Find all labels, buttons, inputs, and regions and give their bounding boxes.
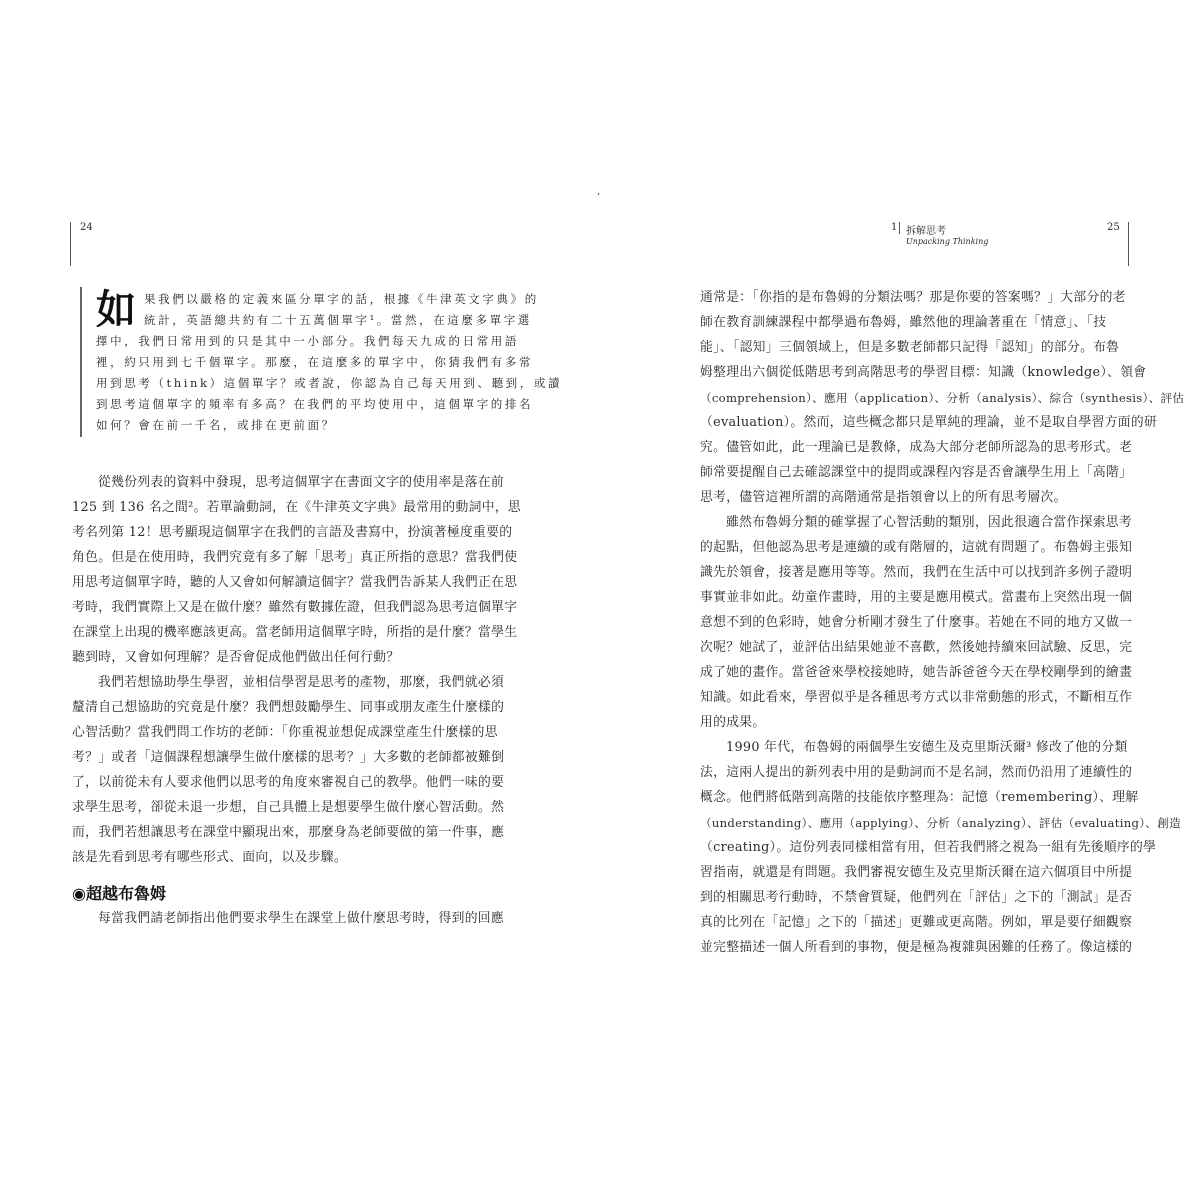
intro-line: 擇中，我們日常用到的只是其中一小部分。我們每天九成的日常用語	[96, 334, 519, 348]
body-line: 我們若想協助學生學習，並相信學習是思考的產物，那麼，我們就必須	[98, 675, 505, 690]
intro-line: 到思考這個單字的頻率有多高？在我們的平均使用中，這個單字的排名	[96, 397, 534, 411]
intro-line: 用到思考（think）這個單字？或者說，你認為自己每天用到、聽到，或讀	[96, 376, 563, 390]
body-line: 究。儘管如此，此一理論已是教條，成為大部分老師所認為的思考形式。老	[700, 440, 1133, 455]
body-line: （creating）。這份列表同樣相當有用，但若我們將之視為一組有先後順序的學	[700, 840, 1157, 855]
body-line: 意想不到的色彩時，她會分析剛才發生了什麼事。若她在不同的地方又做一	[700, 615, 1133, 630]
page-number: 25	[1107, 222, 1120, 233]
intro-line: 統計，英語總共約有二十五萬個單字¹。當然，在這麼多單字選	[144, 313, 532, 327]
body-line: 聽到時，又會如何理解？是否會促成他們做出任何行動？	[72, 650, 400, 665]
body-line: 通常是：「你指的是布魯姆的分類法嗎？那是你要的答案嗎？」大部分的老	[700, 290, 1126, 305]
intro-line: 如何？會在前一千名，或排在更前面？	[96, 418, 336, 432]
body-line: 求學生思考，卻從未退一步想，自己具體上是想要學生做什麼心智活動。然	[72, 800, 505, 815]
body-line: 角色。但是在使用時，我們究竟有多了解「思考」真正所指的意思？當我們使	[72, 550, 518, 565]
body-line: 習指南，就還是有問題。我們審視安德生及克里斯沃爾在這六個項目中所提	[700, 865, 1133, 880]
body-line: 識先於領會，接著是應用等等。然而，我們在生活中可以找到許多例子證明	[700, 565, 1133, 580]
body-line: 到的相關思考行動時，不禁會質疑，他們列在「評估」之下的「測試」是否	[700, 890, 1133, 905]
section-heading: ◉超越布魯姆	[72, 884, 166, 903]
body-line: 真的比列在「記憶」之下的「描述」更難或更高階。例如，單是要仔細觀察	[700, 915, 1133, 930]
body-line: 了，以前從未有人要求他們以思考的角度來審視自己的教學。他們一味的要	[72, 775, 505, 790]
stray-mark: ,	[597, 186, 601, 197]
body-line: 思考，儘管這裡所謂的高階通常是指領會以上的所有思考層次。	[700, 490, 1067, 505]
body-line: 知識。如此看來，學習似乎是各種思考方式以非常動態的形式，不斷相互作	[700, 690, 1133, 705]
body-line: 成了她的畫作。當爸爸來學校接她時，她告訴爸爸今天在學校剛學到的繪畫	[700, 665, 1133, 680]
drop-cap: 如	[96, 286, 136, 333]
chapter-title: 拆解思考	[906, 226, 946, 237]
body-line: 釐清自己想協助的究竟是什麼？我們想鼓勵學生、同事或朋友產生什麼樣的	[72, 700, 505, 715]
body-line: 從幾份列表的資料中發現，思考這個單字在書面文字的使用率是落在前	[98, 475, 505, 490]
body-line: 概念。他們將低階到高階的技能依序整理為：記憶（remembering）、理解	[700, 790, 1139, 805]
body-line: （understanding）、應用（applying）、分析（analyzing）、評估（evaluating）、創造	[700, 816, 1181, 830]
body-line: 用的成果。	[700, 715, 766, 730]
body-line: 用思考這個單字時，聽的人又會如何解讀這個字？當我們告訴某人我們正在思	[72, 575, 518, 590]
body-line: （comprehension）、應用（application）、分析（analysis）、綜合（synthesis）、評估	[700, 391, 1185, 405]
body-line: 並完整描述一個人所看到的事物，便是極為複雜與困難的任務了。像這樣的	[700, 940, 1133, 955]
body-line: 能」、「認知」三個領域上，但是多數老師都只記得「認知」的部分。布魯	[700, 340, 1120, 355]
body-line: 次呢？她試了，並評估出結果她並不喜歡，然後她持續來回試驗、反思，完	[700, 640, 1133, 655]
intro-line: 裡，約只用到七千個單字。那麼，在這麼多的單字中，你猜我們有多常	[96, 355, 534, 369]
body-line: 而，我們若想讓思考在課堂中顯現出來，那麼身為老師要做的第一件事，應	[72, 825, 505, 840]
body-line: 125 到 136 名之間²。若單論動詞，在《牛津英文字典》最常用的動詞中，思	[72, 500, 521, 515]
body-line: 事實並非如此。幼童作畫時，用的主要是應用模式。當畫布上突然出現一個	[700, 590, 1133, 605]
right-page	[600, 0, 1200, 1200]
body-line: 師常要提醒自己去確認課堂中的提問或課程內容是否會讓學生用上「高階」	[700, 465, 1133, 480]
page-number: 24	[80, 222, 93, 233]
body-line: 考名列第 12！思考顯現這個單字在我們的言語及書寫中，扮演著極度重要的	[72, 525, 513, 540]
body-line: 每當我們請老師指出他們要求學生在課堂上做什麼思考時，得到的回應	[98, 911, 505, 926]
body-line: 1990 年代，布魯姆的兩個學生安德生及克里斯沃爾³ 修改了他的分類	[726, 740, 1128, 755]
body-line: 師在教育訓練課程中都學過布魯姆，雖然他的理論著重在「情意」、「技	[700, 315, 1107, 330]
body-line: 雖然布魯姆分類的確掌握了心智活動的類別，因此很適合當作探索思考	[726, 515, 1133, 530]
intro-line: 果我們以嚴格的定義來區分單字的話，根據《牛津英文字典》的	[144, 292, 539, 306]
header-rule	[70, 222, 71, 266]
chapter-number: 1	[891, 222, 898, 233]
body-line: 考？」或者「這個課程想讓學生做什麼樣的思考？」大多數的老師都被難倒	[72, 750, 505, 765]
body-line: 該是先看到思考有哪些形式、面向，以及步驟。	[72, 850, 348, 865]
body-line: 的起點，但他認為思考是連續的或有階層的，這就有問題了。布魯姆主張知	[700, 540, 1133, 555]
chapter-subtitle: Unpacking Thinking	[906, 237, 989, 246]
body-line: 姆整理出六個從低階思考到高階思考的學習目標：知識（knowledge）、領會	[700, 365, 1147, 380]
body-line: 心智活動？當我們問工作坊的老師：「你重視並想促成課堂產生什麼樣的思	[72, 725, 498, 740]
intro-sidebar-rule	[80, 287, 82, 437]
body-line: 在課堂上出現的機率應該更高。當老師用這個單字時，所指的是什麼？當學生	[72, 625, 518, 640]
body-line: 考時，我們實際上又是在做什麼？雖然有數據佐證，但我們認為思考這個單字	[72, 600, 518, 615]
body-line: （evaluation）。然而，這些概念都只是單純的理論，並不是取自學習方面的研	[700, 415, 1158, 430]
body-line: 法，這兩人提出的新列表中用的是動詞而不是名詞，然而仍沿用了連續性的	[700, 765, 1133, 780]
